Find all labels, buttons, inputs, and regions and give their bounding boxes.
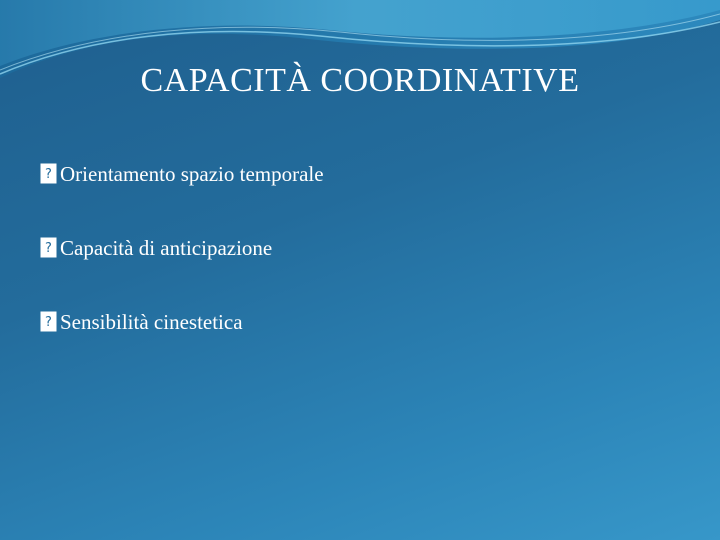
bullet-item	[40, 306, 680, 338]
bullet-item	[40, 158, 680, 190]
bullet-text: Sensibilità cinestetica	[60, 309, 243, 334]
bullet-text: Capacità di anticipazione	[60, 235, 273, 260]
missing-glyph-icon	[40, 237, 57, 258]
bullet-list	[40, 158, 680, 380]
bullet-item	[40, 232, 680, 264]
svg-text:?: ?	[45, 240, 52, 256]
missing-glyph-icon	[40, 311, 57, 332]
missing-glyph-icon	[40, 163, 57, 184]
svg-text:?: ?	[45, 166, 52, 182]
bullet-text: Orientamento spazio temporale	[60, 161, 324, 186]
svg-text:?: ?	[45, 314, 52, 330]
slide-title: CAPACITÀ COORDINATIVE	[140, 62, 580, 99]
